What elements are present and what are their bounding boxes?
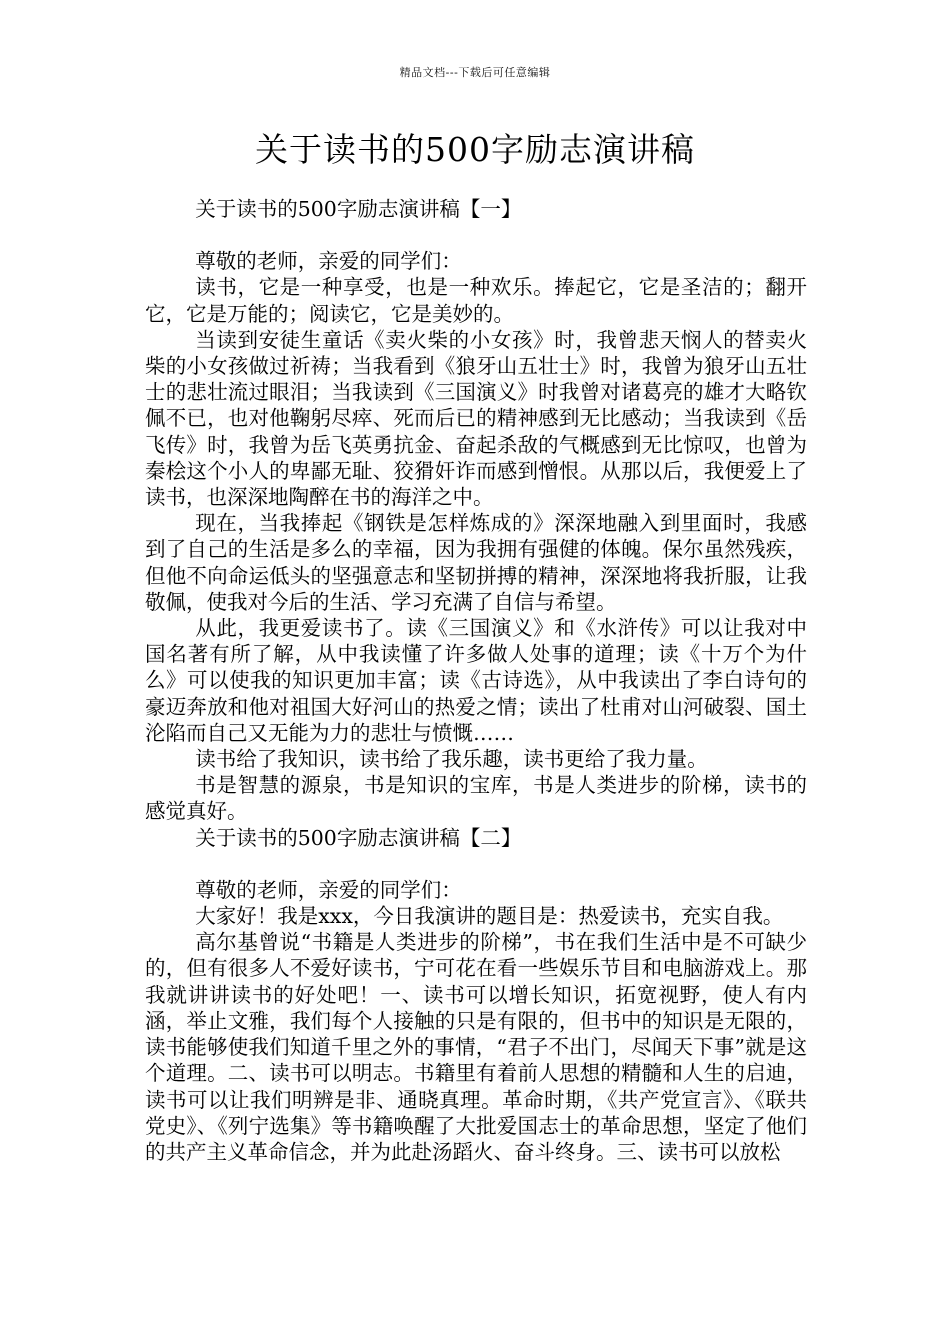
section-1-paragraph: 读书给了我知识，读书给了我乐趣，读书更给了我力量。 xyxy=(195,747,708,772)
section-1-paragraph: 当读到安徒生童话《卖火柴的小女孩》时，我曾悲天悯人的替卖火柴的小女孩做过祈祷；当我看到《狼牙山五壮士》时，我曾为狼牙山五壮士的悲壮流过眼泪；当我读到《三国演义》时我曾对诸葛亮的雄才大略钦佩不已，也对他鞠躬尽瘁、死而后已的精神感到无比感动；当我读到《岳飞传》时，我曾为岳飞英勇抗金、奋起杀敌的气概感到无比惊叹，也曾为秦桧这个小人的卑鄙无耻、狡猾奸诈而感到憎恨。从那以后，我便爱上了读书，也深深地陶醉在书的海洋之中。 xyxy=(145,327,807,510)
section-2-paragraph: 高尔基曾说“书籍是人类进步的阶梯”，书在我们生活中是不可缺少的，但有很多人不爱好读书，宁可花在看一些娱乐节目和电脑游戏上。那我就讲讲读书的好处吧！一、读书可以增长知识，拓宽视野，使人有内涵，举止文雅，我们每个人接触的只是有限的，但书中的知识是无限的，读书能够使我们知道千里之外的事情，“君子不出门，尽闻天下事”就是这个道理。二、读书可以明志。书籍里有着前人思想的精髓和人生的启迪，读书可以让我们明辨是非、通晓真理。革命时期，《共产党宣言》、《联共党史》、《列宁选集》等书籍唤醒了大批爱国志士的革命思想，坚定了他们的共产主义革命信念，并为此赴汤蹈火、奋斗终身。三、读书可以放松 xyxy=(145,930,807,1164)
section-2-paragraph: 大家好！我是xxx，今日我演讲的题目是：热爱读书，充实自我。 xyxy=(195,904,784,929)
section-1-greeting: 尊敬的老师，亲爱的同学们： xyxy=(195,249,462,274)
section-1-paragraph: 读书，它是一种享受，也是一种欢乐。捧起它，它是圣洁的；翻开它，它是万能的；阅读它，它是美妙的。 xyxy=(145,275,807,326)
section-1-heading: 关于读书的500字励志演讲稿【一】 xyxy=(195,197,522,221)
document-title: 关于读书的500字励志演讲稿 xyxy=(255,130,695,169)
header-note: 精品文档---下载后可任意编辑 xyxy=(399,66,551,79)
section-1-paragraph: 从此，我更爱读书了。读《三国演义》和《水浒传》可以让我对中国名著有所了解，从中我读懂了许多做人处事的道理；读《十万个为什么》可以使我的知识更加丰富；读《古诗选》，从中我读出了李白诗句的豪迈奔放和他对祖国大好河山的热爱之情；读出了杜甫对山河破裂、国土沦陷而自己又无能为力的悲壮与愤慨…… xyxy=(145,616,807,745)
document-body xyxy=(145,196,807,1165)
section-2-heading: 关于读书的500字励志演讲稿【二】 xyxy=(195,825,522,850)
section-2-greeting: 尊敬的老师，亲爱的同学们： xyxy=(195,877,462,902)
section-1-paragraph: 现在，当我捧起《钢铁是怎样炼成的》深深地融入到里面时，我感到了自己的生活是多么的幸福，因为我拥有强健的体魄。保尔虽然残疾，但他不向命运低头的坚强意志和坚韧拼搏的精神，深深地将我折服，让我敬佩，使我对今后的生活、学习充满了自信与希望。 xyxy=(145,511,807,614)
section-1-paragraph: 书是智慧的源泉，书是知识的宝库，书是人类进步的阶梯，读书的感觉真好。 xyxy=(145,773,807,824)
